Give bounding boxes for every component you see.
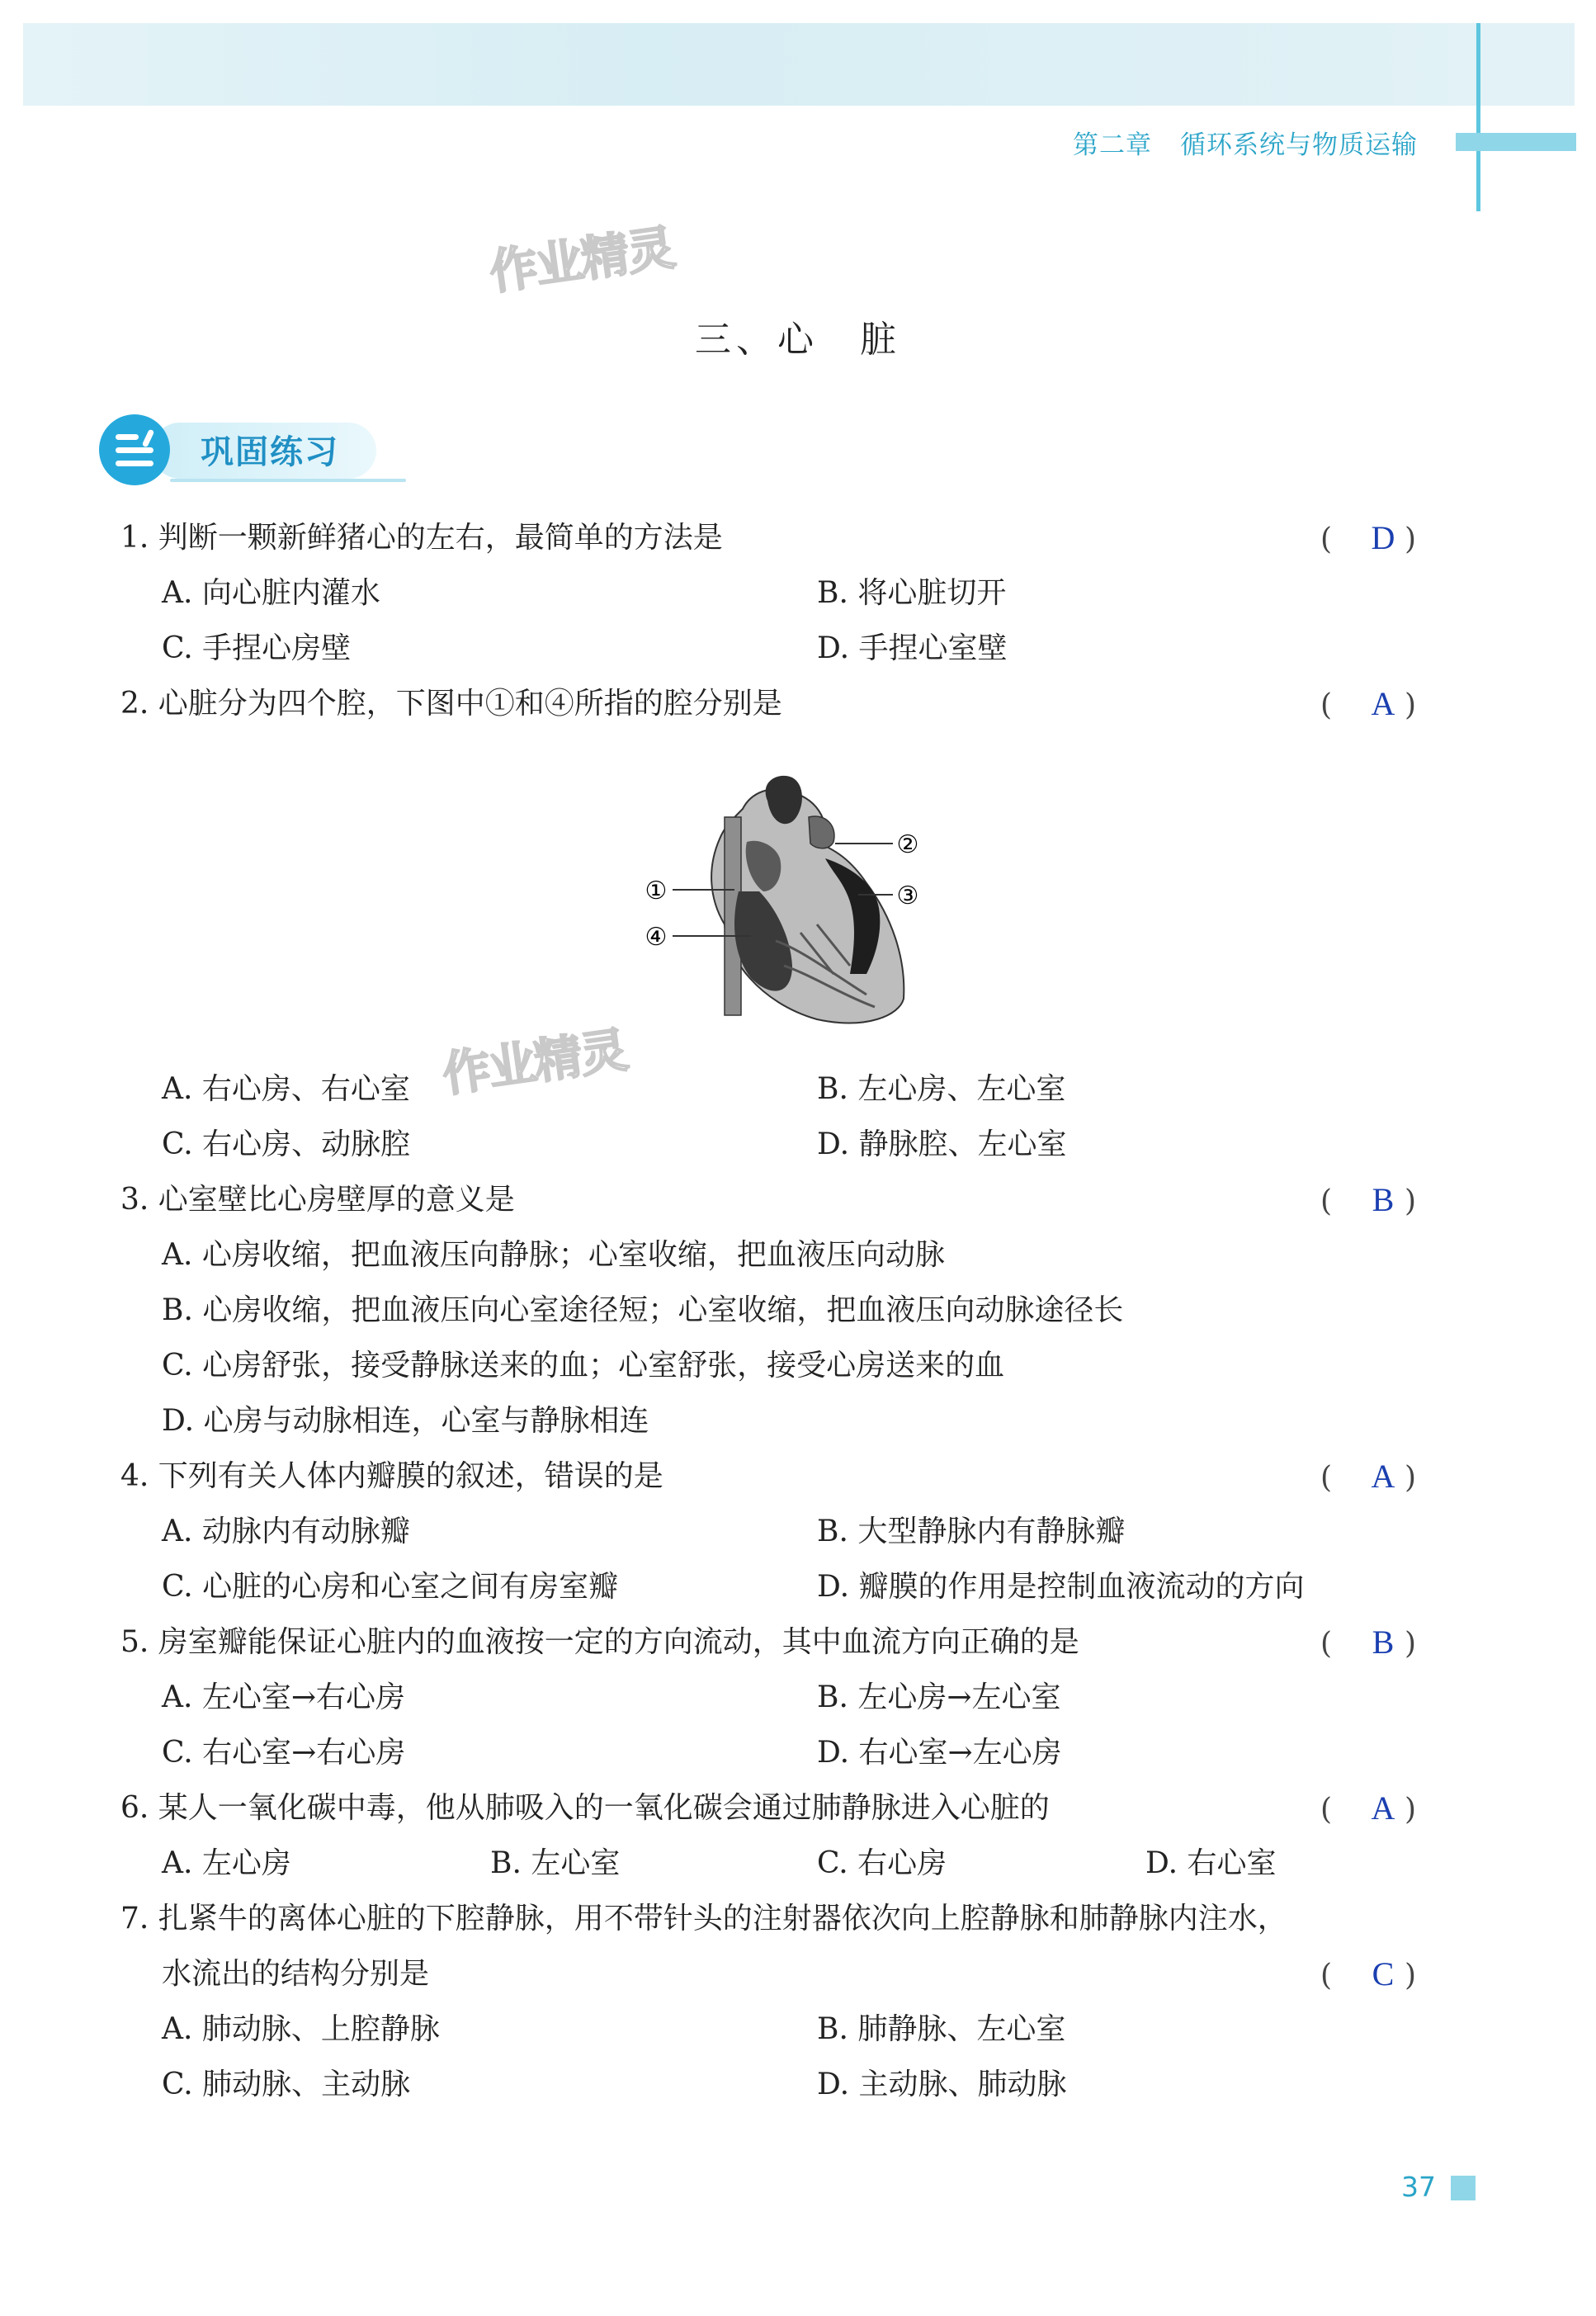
question-stem: 2. 心脏分为四个腔，下图中①和④所指的腔分别是 <box>120 687 782 721</box>
option: B. 左心室 <box>490 1846 621 1880</box>
option: A. 右心房、右心室 <box>162 1072 410 1106</box>
option: B. 大型静脉内有静脉瓣 <box>817 1515 1126 1548</box>
answer-value: C <box>1372 1955 1395 1992</box>
heart-diagram <box>627 768 941 1040</box>
option: B. 心房收缩，把血液压向心室途径短；心室收缩，把血液压向动脉途径长 <box>162 1293 1124 1327</box>
chapter-number: 第二章 <box>1073 130 1152 160</box>
option: B. 肺静脉、左心室 <box>817 2012 1066 2046</box>
page-number: 37 <box>1401 2171 1436 2203</box>
answer-value: A <box>1371 1789 1395 1827</box>
option: A. 左心室→右心房 <box>162 1680 406 1714</box>
question-stem: 1. 判断一颗新鲜猪心的左右，最简单的方法是 <box>120 521 723 555</box>
option: C. 手捏心房壁 <box>162 631 352 665</box>
option: D. 心房与动脉相连，心室与静脉相连 <box>162 1404 649 1438</box>
label-4: ④ <box>645 923 668 952</box>
answer-slot: ( A ) <box>1320 1458 1417 1495</box>
question-stem: 4. 下列有关人体内瓣膜的叙述，错误的是 <box>120 1459 663 1493</box>
label-3: ③ <box>896 881 919 910</box>
option: D. 右心室→左心房 <box>817 1736 1062 1770</box>
option: C. 心房舒张，接受静脉送来的血；心室舒张，接受心房送来的血 <box>162 1349 1005 1383</box>
option: C. 右心室→右心房 <box>162 1736 406 1770</box>
chapter-heading <box>1073 124 1418 161</box>
option: C. 右心房、动脉腔 <box>162 1127 411 1161</box>
answer-value: D <box>1371 519 1395 556</box>
label-1: ① <box>645 877 668 905</box>
badge-underline <box>170 479 406 482</box>
page-number-square <box>1451 2176 1476 2200</box>
answer-value: B <box>1372 1181 1395 1218</box>
watermark: 作业精灵 <box>486 219 678 301</box>
option: A. 左心房 <box>162 1846 291 1880</box>
option: B. 左心房、左心室 <box>817 1072 1066 1106</box>
option: D. 右心室 <box>1145 1846 1277 1880</box>
question-stem: 3. 心室壁比心房壁厚的意义是 <box>120 1183 515 1217</box>
option: B. 左心房→左心室 <box>817 1680 1061 1714</box>
question-stem-continued: 水流出的结构分别是 <box>162 1957 430 1991</box>
option: A. 心房收缩，把血液压向静脉；心室收缩，把血液压向动脉 <box>162 1238 945 1272</box>
option: A. 肺动脉、上腔静脉 <box>162 2012 440 2046</box>
heart-illustration <box>711 776 904 1023</box>
answer-slot: ( B ) <box>1320 1624 1417 1661</box>
section-title: 三、心 脏 <box>695 319 901 361</box>
option: C. 右心房 <box>817 1846 947 1880</box>
option: D. 主动脉、肺动脉 <box>817 2068 1067 2101</box>
option: C. 肺动脉、主动脉 <box>162 2068 411 2101</box>
answer-slot: ( A ) <box>1320 1789 1417 1827</box>
list-icon <box>99 414 170 485</box>
answer-slot: ( B ) <box>1320 1181 1417 1218</box>
practice-badge <box>99 414 388 482</box>
answer-slot: ( A ) <box>1320 685 1417 722</box>
option: D. 静脉腔、左心室 <box>817 1127 1067 1161</box>
question-stem: 5. 房室瓣能保证心脏内的血液按一定的方向流动，其中血流方向正确的是 <box>120 1625 1079 1659</box>
label-2: ② <box>896 830 919 859</box>
option: B. 将心脏切开 <box>817 576 1007 610</box>
option: D. 瓣膜的作用是控制血液流动的方向 <box>817 1570 1305 1604</box>
badge-label: 巩固练习 <box>201 433 339 471</box>
header-vertical-rule <box>1476 23 1480 211</box>
option: C. 心脏的心房和心室之间有房室瓣 <box>162 1570 619 1604</box>
header-band <box>23 23 1575 106</box>
answer-slot: ( D ) <box>1320 519 1417 556</box>
watermark: 作业精灵 <box>439 1021 630 1104</box>
answer-slot: ( C ) <box>1320 1955 1417 1992</box>
question-stem: 7. 扎紧牛的离体心脏的下腔静脉，用不带针头的注射器依次向上腔静脉和肺静脉内注水， <box>120 1902 1287 1936</box>
answer-value: B <box>1372 1624 1395 1661</box>
answer-value: A <box>1371 1458 1395 1495</box>
option: A. 向心脏内灌水 <box>162 576 380 610</box>
answer-value: A <box>1371 685 1395 722</box>
option: D. 手捏心室壁 <box>817 631 1008 665</box>
chapter-title: 循环系统与物质运输 <box>1180 130 1418 160</box>
question-stem: 6. 某人一氧化碳中毒，他从肺吸入的一氧化碳会通过肺静脉进入心脏的 <box>120 1791 1050 1825</box>
option: A. 动脉内有动脉瓣 <box>162 1515 410 1548</box>
chapter-accent-bar <box>1456 133 1576 151</box>
